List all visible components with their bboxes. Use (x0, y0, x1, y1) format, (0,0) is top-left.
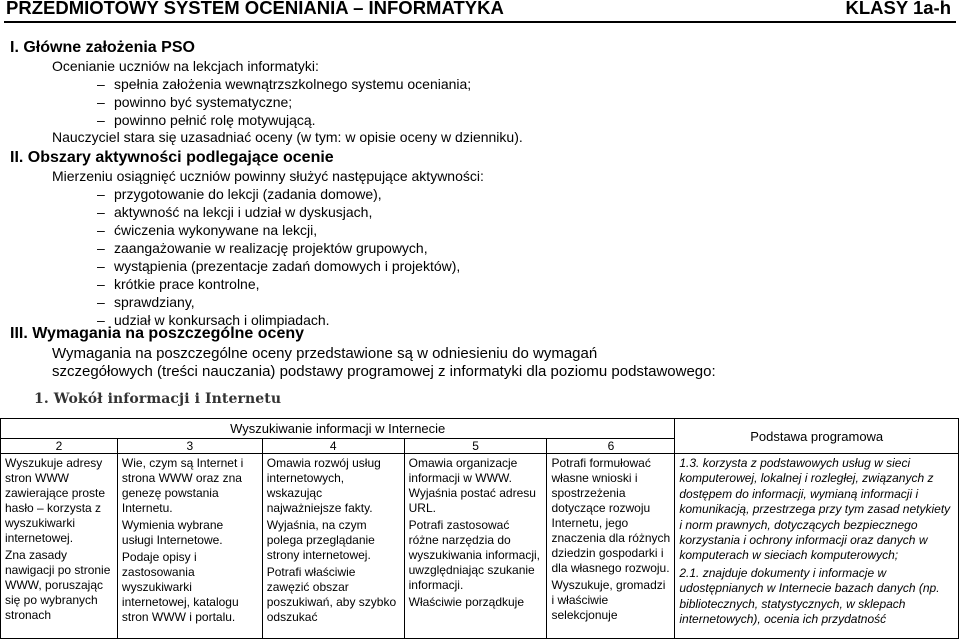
section1-note: Nauczyciel stara się uzasadniać oceny (w tym: w opisie oceny w dzienniku). (52, 129, 523, 145)
curriculum-text: 2.1. znajduje dokumenty i informacje w udostępnianych w Internecie bazach danych (np. bibliotecznych, statystycznych, w sklepach internetowych), ocenia ich przydatność (679, 565, 940, 627)
classes-label: KLASY 1a-h (845, 0, 951, 18)
grade-header: 6 (547, 439, 675, 454)
section2-item: – sprawdziany, (97, 294, 195, 311)
section2-heading: II. Obszary aktywności podlegające ocenie (10, 149, 334, 166)
grade-6-cell (547, 454, 675, 639)
table-main-header: Wyszukiwanie informacji w Internecie (1, 419, 675, 439)
grade-5-cell (404, 454, 547, 639)
section2-item: – krótkie prace kontrolne, (97, 276, 260, 293)
section2-intro: Mierzeniu osiągnięć uczniów powinny służyć następujące aktywności: (52, 168, 484, 184)
document-title: PRZEDMIOTOWY SYSTEM OCENIANIA – INFORMATYKA (6, 0, 504, 18)
header-rule (4, 21, 956, 23)
table-pp-header: Podstawa programowa (675, 419, 959, 454)
grade-header: 5 (404, 439, 547, 454)
grade-4-cell (262, 454, 404, 639)
grade-header: 3 (117, 439, 262, 454)
requirement-text: Potrafi właściwie zawęzić obszar poszukiwań, aby szybko odszukać (266, 565, 397, 624)
requirement-text: Wyszukuje adresy stron WWW zawierające proste hasło – korzysta z wyszukiwarki internetowej. (5, 456, 106, 545)
section3-line2: szczegółowych (treści nauczania) podstawy programowej z informatyki dla poziomu podstawowego: (52, 363, 716, 380)
page-header (0, 0, 960, 22)
requirement-text: Wymienia wybrane usługi Internetowe. (121, 518, 224, 547)
requirement-text: Podaje opisy i zastosowania wyszukiwarki internetowej, katalogu stron WWW i portalu. (121, 550, 239, 624)
requirement-text: Wyszukuje, gromadzi i właściwie selekcjonuje (551, 578, 666, 622)
requirement-text: Wie, czym są Internet i strona WWW oraz zna genezę powstania Internetu. (121, 456, 244, 515)
section2-item: – aktywność na lekcji i udział w dyskusjach, (97, 204, 372, 221)
section2-item: – zaangażowanie w realizację projektów grupowych, (97, 240, 428, 257)
requirement-text: Zna zasady nawigacji po stronie WWW, poruszając się po wybranych stronach (5, 548, 111, 622)
requirement-text: Właściwie porządkuje (408, 595, 525, 609)
grade-2-cell (1, 454, 118, 639)
section3-heading: III. Wymagania na poszczególne oceny (10, 325, 305, 342)
section1-intro: Ocenianie uczniów na lekcjach informatyki: (52, 58, 319, 74)
section2-item: – udział w konkursach i olimpiadach. (97, 312, 330, 329)
requirement-text: Potrafi formułować własne wnioski i spostrzeżenia dotyczące rozwoju Internetu, jego znaczenia dla różnych dziedzin gospodarki i dla własnego rozwoju. (551, 456, 671, 575)
requirements-table (0, 418, 959, 639)
core-curriculum-cell (675, 454, 959, 639)
grade-3-cell (117, 454, 262, 639)
subsection-title: 1. Wokół informacji i Internetu (34, 391, 282, 407)
requirement-text: Wyjaśnia, na czym polega przeglądanie strony internetowej. (266, 518, 375, 562)
section1-item: – spełnia założenia wewnątrzszkolnego systemu oceniania; (97, 76, 471, 93)
requirement-text: Omawia organizacje informacji w WWW. Wyjaśnia postać adresu URL. (408, 456, 536, 515)
requirement-text: Omawia rozwój usług internetowych, wskazując najważniejsze fakty. (266, 456, 381, 515)
section2-item: – ćwiczenia wykonywane na lekcji, (97, 222, 317, 239)
requirement-text: Potrafi zastosować różne narzędzia do wyszukiwania informacji, uwzględniając szukanie informacji. (408, 518, 540, 592)
section1-item: – powinno być systematyczne; (97, 94, 292, 111)
curriculum-text: 1.3. korzysta z podstawowych usług w sieci komputerowej, lokalnej i rozległej, związanych z dostępem do informacji, wymianą informacji i komunikacją, przestrzega przy tym zasad netykiety i norm prawnych, dotyczących bezpiecznego korzystania i ochrony informacji oraz danych w komputerach w sieciach komputerowych; (679, 456, 951, 563)
section1-heading: I. Główne założenia PSO (10, 39, 195, 56)
section2-item: – przygotowanie do lekcji (zadania domowe), (97, 186, 382, 203)
section2-item: – wystąpienia (prezentacje zadań domowych i projektów), (97, 258, 460, 275)
section3-line1: Wymagania na poszczególne oceny przedstawione są w odniesieniu do wymagań (52, 345, 598, 362)
grade-header: 2 (1, 439, 118, 454)
section1-item: – powinno pełnić rolę motywującą. (97, 112, 316, 129)
grade-header: 4 (262, 439, 404, 454)
